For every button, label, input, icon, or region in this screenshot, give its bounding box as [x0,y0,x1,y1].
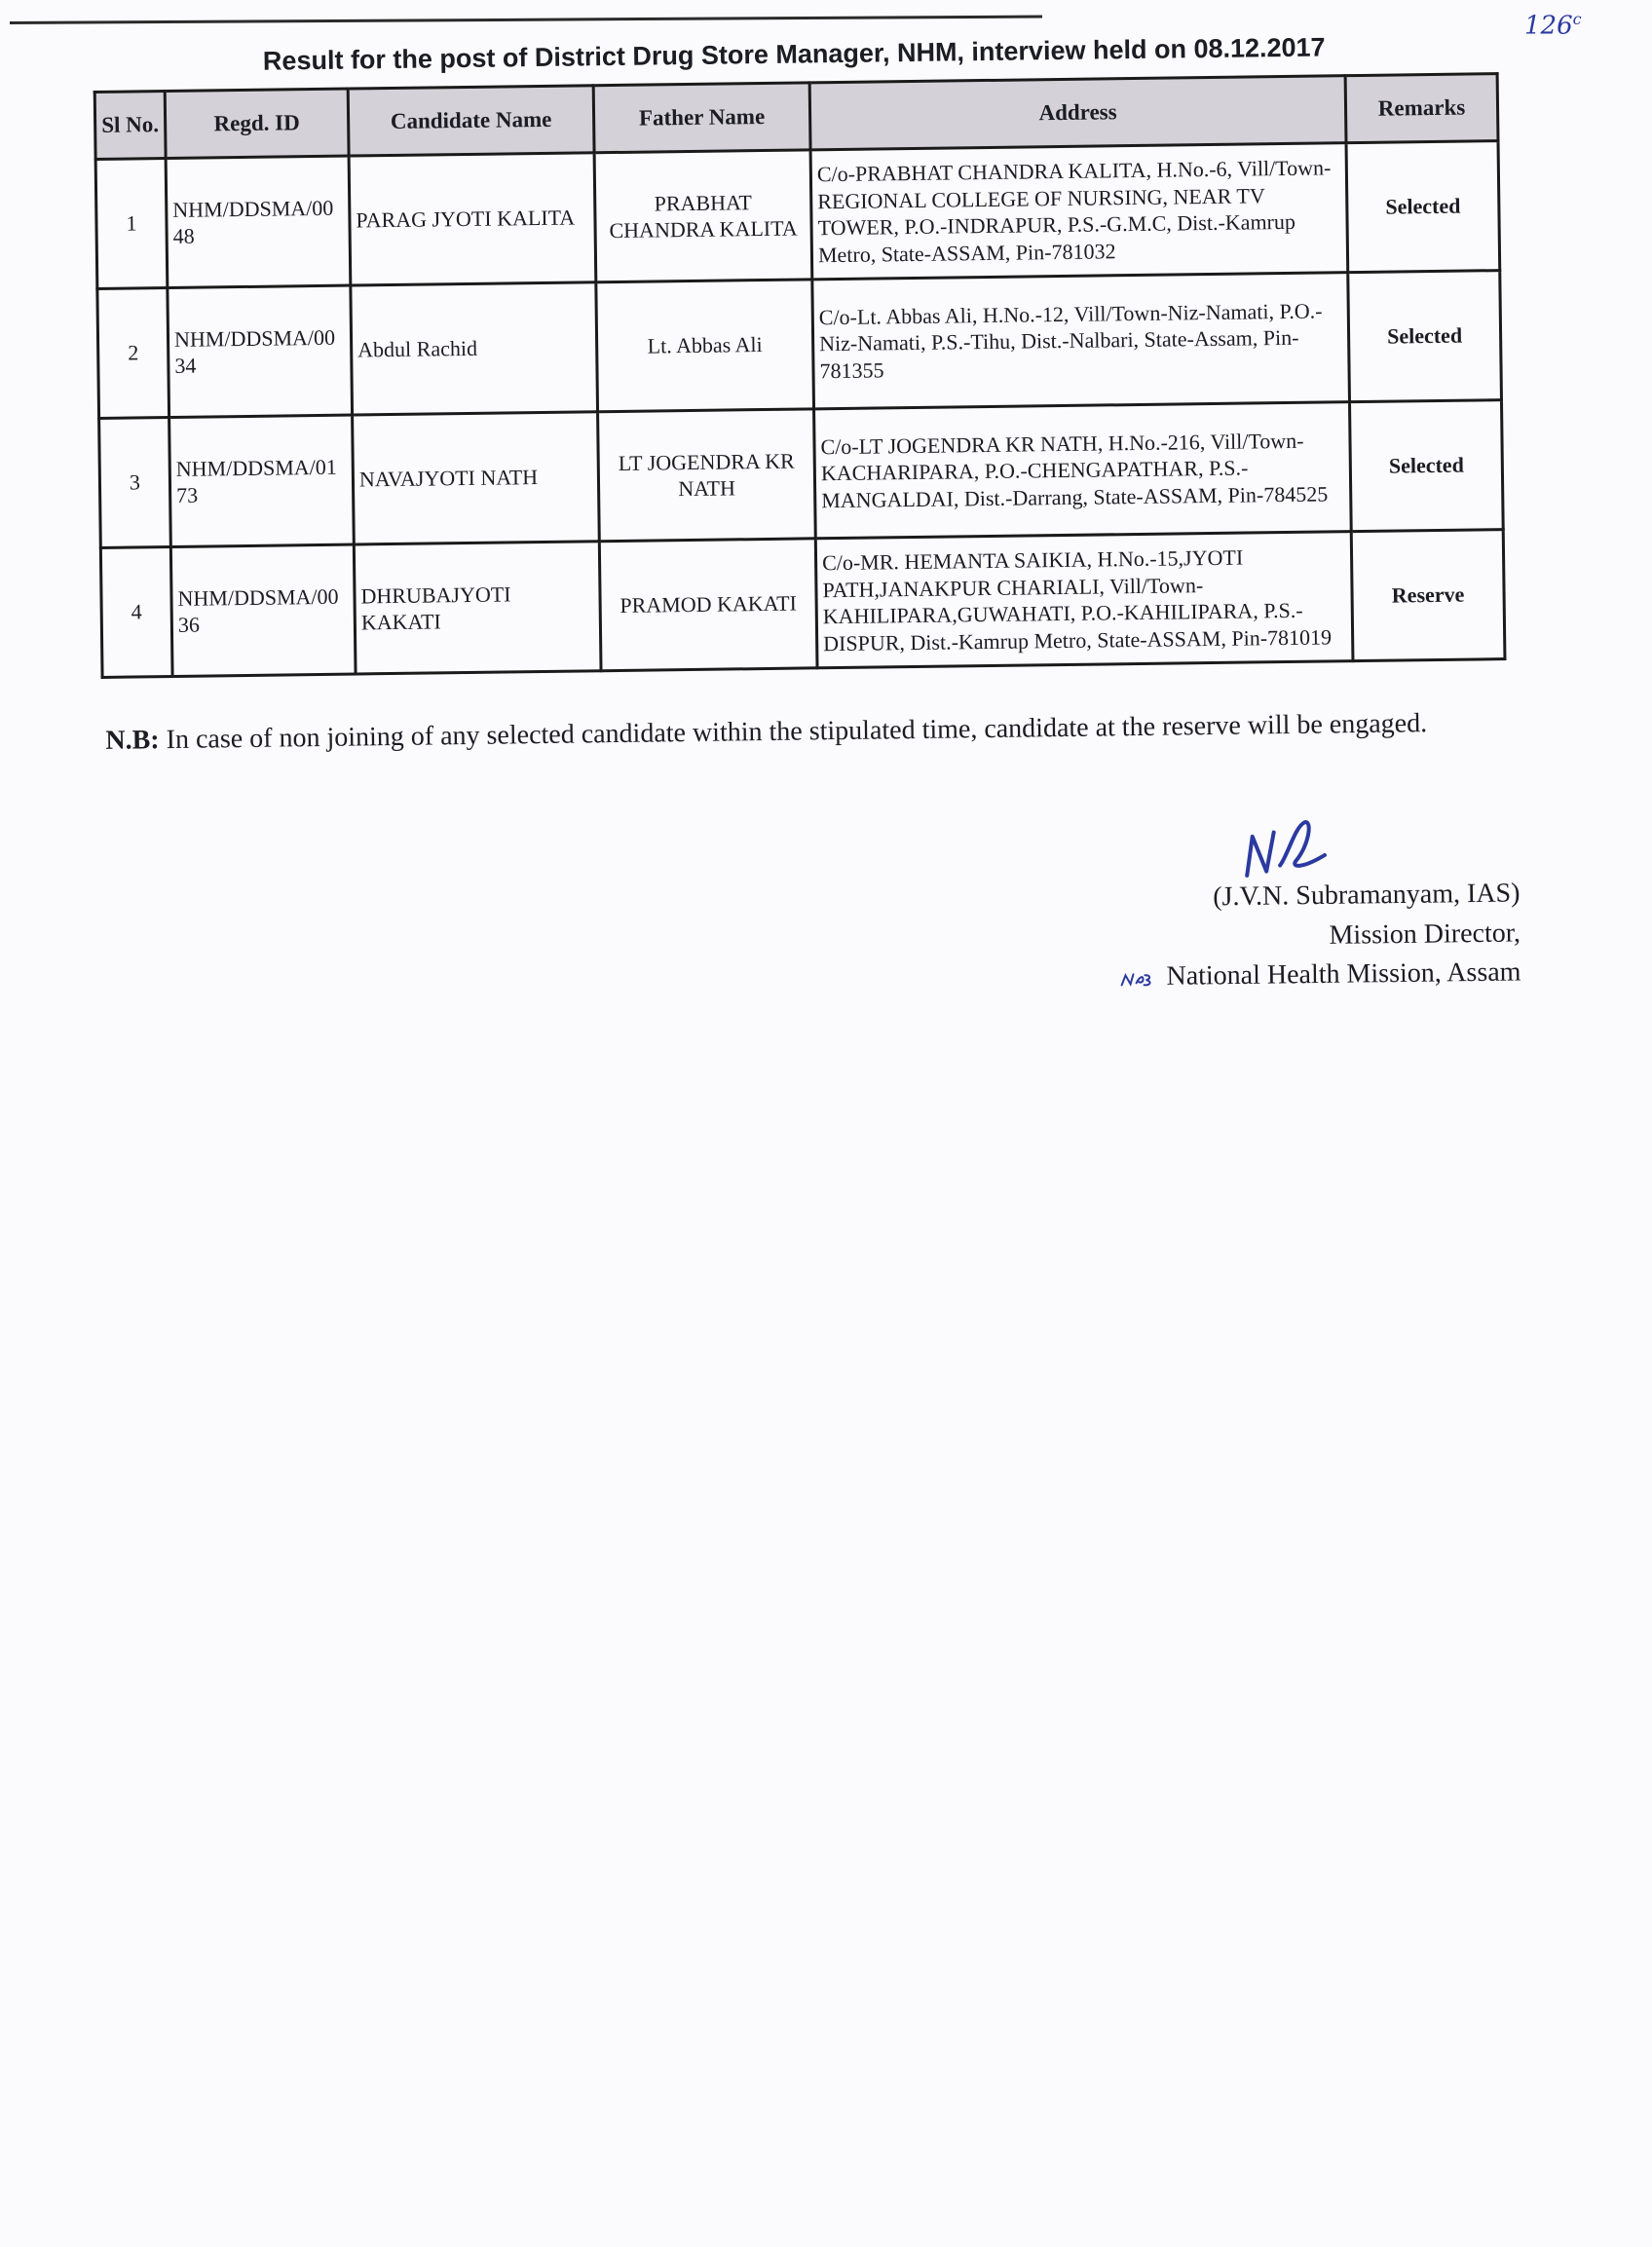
signatory-organization: National Health Mission, Assam [1166,956,1521,992]
cell-candidate-name: NAVAJYOTI NATH [353,412,600,544]
note-paragraph [101,703,1523,762]
cell-regd-id: NHM/DDSMA/0048 [166,156,351,287]
cell-remarks: Selected [1349,400,1503,532]
cell-father-name: LT JOGENDRA KR NATH [598,409,816,542]
header-candidate-name: Candidate Name [348,86,594,156]
cell-address: C/o-LT JOGENDRA KR NATH, H.No.-216, Vill/Town-KACHARIPARA, P.O.-CHENGAPATHAR, P.S.-MANGALDAI, Dist.-Darrang, State-ASSAM, Pin-784525 [814,402,1352,539]
signatory-name: (J.V.N. Subramanyam, IAS) [1213,878,1521,913]
page-title: Result for the post of District Drug Store Manager, NHM, interview held on 08.12.2017 [262,32,1326,76]
note-text: In case of non joining of any selected candidate within the stipulated time, candidate at the reserve will be engaged. [166,708,1428,756]
cell-address: C/o-Lt. Abbas Ali, H.No.-12, Vill/Town-Niz-Namati, P.O.-Niz-Namati, P.S.-Tihu, Dist.-Nalbari, State-Assam, Pin-781355 [812,273,1350,409]
cell-father-name: Lt. Abbas Ali [596,280,814,412]
cell-sl-no: 4 [100,546,172,677]
result-table [94,72,1507,679]
header-sl-no: Sl No. [94,92,166,160]
cell-sl-no: 1 [95,159,168,289]
cell-address: C/o-MR. HEMANTA SAIKIA, H.No.-15,JYOTI PATH,JANAKPUR CHARIALI, Vill/Town-KAHILIPARA,GUWAHATI, P.O.-KAHILIPARA, P.S.-DISPUR, Dist.-Kamrup Metro, State-ASSAM, Pin-781019 [815,532,1353,668]
cell-regd-id: NHM/DDSMA/0034 [168,285,353,417]
signatory-designation: Mission Director, [1329,918,1521,951]
note-label: N.B: [105,725,160,756]
signature-block [1118,874,1521,997]
cell-regd-id: NHM/DDSMA/0036 [170,544,356,676]
header-father-name: Father Name [593,83,810,153]
cell-candidate-name: DHRUBAJYOTI KAKATI [354,542,601,674]
signatory-organization-line [1119,954,1521,998]
cell-remarks: Selected [1348,271,1502,402]
header-remarks: Remarks [1345,74,1498,143]
handwritten-initials-icon [1119,969,1152,989]
cell-candidate-name: Abdul Rachid [351,282,598,415]
table-row [95,141,1500,289]
table-row [97,271,1502,419]
top-rule-line [10,16,1042,24]
cell-regd-id: NHM/DDSMA/0173 [169,415,355,546]
cell-remarks: Reserve [1351,530,1505,661]
cell-father-name: PRABHAT CHANDRA KALITA [594,150,812,282]
cell-address: C/o-PRABHAT CHANDRA KALITA, H.No.-6, Vill/Town-REGIONAL COLLEGE OF NURSING, NEAR TV TOWER, P.O.-INDRAPUR, P.S.-G.M.C, Dist.-Kamrup Metro, State-ASSAM, Pin-781032 [810,143,1348,280]
cell-remarks: Selected [1346,141,1500,273]
document-body [93,20,1524,762]
handwritten-page-number: 126$^c$ [1524,10,1582,41]
cell-sl-no: 2 [97,288,169,419]
header-regd-id: Regd. ID [165,89,349,158]
header-address: Address [809,76,1346,150]
cell-father-name: PRAMOD KAKATI [599,539,817,671]
cell-candidate-name: PARAG JYOTI KALITA [349,153,596,285]
handwritten-signature-icon [1236,806,1334,885]
table-row [100,530,1505,678]
table-row [99,400,1504,548]
cell-sl-no: 3 [99,418,171,548]
